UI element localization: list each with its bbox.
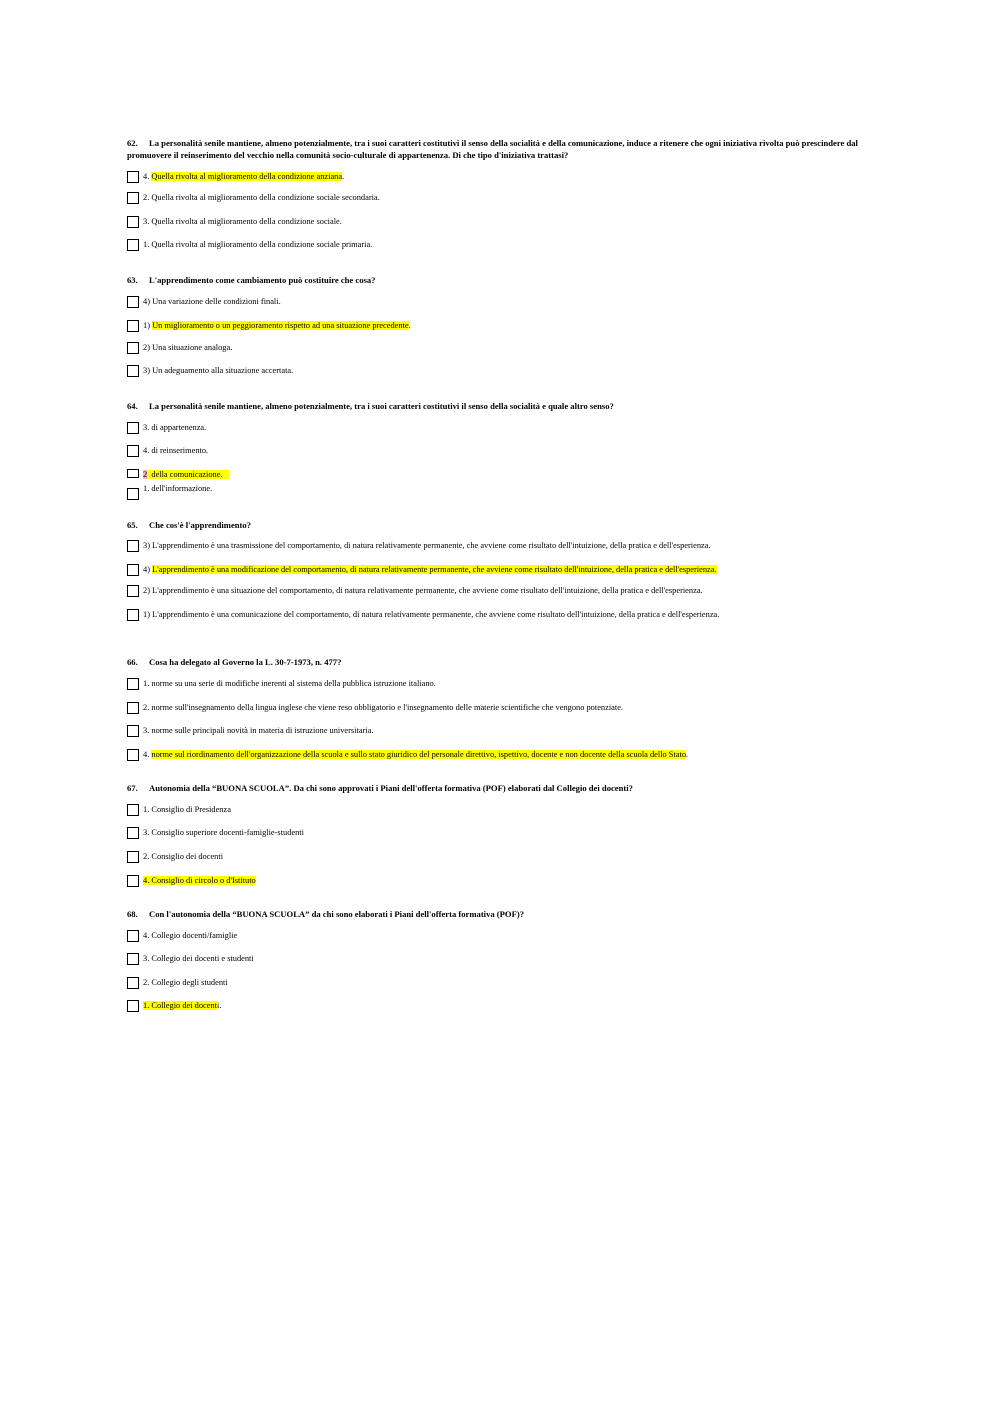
checkbox[interactable] (127, 296, 139, 308)
answer-option[interactable]: 1) Un miglioramento o un peggioramento rispetto ad una situazione precedente. (127, 320, 867, 332)
question-text: 65. Che cos'è l'apprendimento? (127, 520, 252, 530)
checkbox[interactable] (127, 422, 139, 434)
answer-option[interactable]: 1. norme su una serie di modifiche inerenti al sistema della pubblica istruzione italiano. (127, 678, 867, 690)
checkbox[interactable] (127, 469, 139, 478)
answer-option[interactable]: 2. Consiglio dei docenti (127, 851, 867, 863)
checkbox[interactable] (127, 239, 139, 251)
answer-option[interactable]: 1. Collegio dei docenti. (127, 1000, 867, 1012)
checkbox[interactable] (127, 216, 139, 228)
question-text: 68. Con l'autonomia della “BUONA SCUOLA” da chi sono elaborati i Piani dell'offerta formativa (POF)? (127, 909, 525, 919)
checkbox[interactable] (127, 953, 139, 965)
answer-option[interactable]: 1) L'apprendimento è una comunicazione del comportamento, di natura relativamente permanente, che avviene come risultato dell'intuizione, della pratica e dell'esperienza. (127, 609, 867, 621)
checkbox[interactable] (127, 488, 139, 500)
checkbox[interactable] (127, 977, 139, 989)
question-text: 67. Autonomia della “BUONA SCUOLA”. Da chi sono approvati i Piani dell'offerta formativa (POF) elaborati dal Collegio dei docenti? (127, 783, 633, 793)
question-text: 66. Cosa ha delegato al Governo la L. 30-7-1973, n. 477? (127, 657, 342, 667)
answer-option[interactable]: 2) Una situazione analoga. (127, 342, 867, 354)
checkbox[interactable] (127, 564, 139, 576)
answer-option[interactable]: 2) L'apprendimento è una situazione del comportamento, di natura relativamente permanente, che avviene come risultato dell'intuizione, della pratica e dell'esperienza. (127, 585, 867, 597)
question-text: 64. La personalità senile mantiene, almeno potenzialmente, tra i suoi caratteri costitutivi il senso della socialità e quale altro senso? (127, 401, 614, 411)
checkbox[interactable] (127, 365, 139, 377)
answer-option[interactable]: 2 della comunicazione. (127, 469, 867, 481)
checkbox[interactable] (127, 702, 139, 714)
answer-option[interactable]: 3. Consiglio superiore docenti-famiglie-studenti (127, 827, 867, 839)
answer-option[interactable]: 3. di appartenenza. (127, 422, 867, 434)
answer-option[interactable]: 1. Consiglio di Presidenza (127, 804, 867, 816)
question-65 (127, 519, 867, 619)
checkbox[interactable] (127, 678, 139, 690)
question-67 (127, 782, 867, 885)
answer-option[interactable]: 4. Consiglio di circolo o d'Istituto (127, 875, 867, 887)
checkbox[interactable] (127, 445, 139, 457)
question-text: 63. L'apprendimento come cambiamento può costituire che cosa? (127, 275, 376, 285)
checkbox[interactable] (127, 609, 139, 621)
answer-option[interactable]: 4. di reinserimento. (127, 445, 867, 457)
answer-option[interactable]: 3) Un adeguamento alla situazione accertata. (127, 365, 867, 377)
checkbox[interactable] (127, 827, 139, 839)
answer-option[interactable]: 4. Collegio docenti/famiglie (127, 930, 867, 942)
question-62 (127, 137, 867, 249)
checkbox[interactable] (127, 320, 139, 332)
question-64 (127, 400, 867, 493)
checkbox[interactable] (127, 725, 139, 737)
answer-option[interactable]: 3. Collegio dei docenti e studenti (127, 953, 867, 965)
answer-option[interactable]: 3) L'apprendimento è una trasmissione del comportamento, di natura relativamente permanente, che avviene come risultato dell'intuizione, della pratica e dell'esperienza. (127, 540, 867, 552)
checkbox[interactable] (127, 804, 139, 816)
answer-option[interactable]: 2. norme sull'insegnamento della lingua inglese che viene reso obbligatorio e l'insegnamento delle materie scientifiche che vengono potenziate. (127, 702, 867, 714)
checkbox[interactable] (127, 1000, 139, 1012)
question-text: 62. La personalità senile mantiene, almeno potenzialmente, tra i suoi caratteri costitutivi il senso della socialità e della comunicazione, induce a ritenere che ogni iniziativa rivolta può prescindere dal promuovere il reinserimento del vecchio nella comunità socio-culturale di appartenenza. Di che tipo d'iniziativa trattasi? (127, 138, 858, 160)
answer-option[interactable]: 2. Quella rivolta al miglioramento della condizione sociale secondaria. (127, 192, 867, 204)
checkbox[interactable] (127, 171, 139, 183)
question-68 (127, 908, 867, 1010)
answer-option[interactable]: 4. norme sul riordinamento dell'organizzazione della scuola e sullo stato giuridico del personale direttivo, ispettivo, docente e non docente della scuola dello Stato. (127, 749, 867, 761)
answer-option[interactable]: 4. Quella rivolta al miglioramento della condizione anziana. (127, 171, 867, 183)
question-66 (127, 656, 867, 759)
answer-option[interactable]: 1. Quella rivolta al miglioramento della condizione sociale primaria. (127, 239, 867, 251)
checkbox[interactable] (127, 875, 139, 887)
checkbox[interactable] (127, 930, 139, 942)
answer-option[interactable]: 2. Collegio degli studenti (127, 977, 867, 989)
answer-option[interactable]: 4) L'apprendimento è una modificazione del comportamento, di natura relativamente permanente, che avviene come risultato dell'intuizione, della pratica e dell'esperienza. (127, 564, 867, 576)
checkbox[interactable] (127, 749, 139, 761)
checkbox[interactable] (127, 540, 139, 552)
answer-option[interactable]: 3. Quella rivolta al miglioramento della condizione sociale. (127, 216, 867, 228)
answer-option[interactable]: 1. dell'informazione. (127, 483, 867, 495)
answer-option[interactable]: 3. norme sulle principali novità in materia di istruzione universitaria. (127, 725, 867, 737)
checkbox[interactable] (127, 585, 139, 597)
checkbox[interactable] (127, 851, 139, 863)
question-63 (127, 274, 867, 375)
checkbox[interactable] (127, 192, 139, 204)
answer-option[interactable]: 4) Una variazione delle condizioni finali. (127, 296, 867, 308)
checkbox[interactable] (127, 342, 139, 354)
